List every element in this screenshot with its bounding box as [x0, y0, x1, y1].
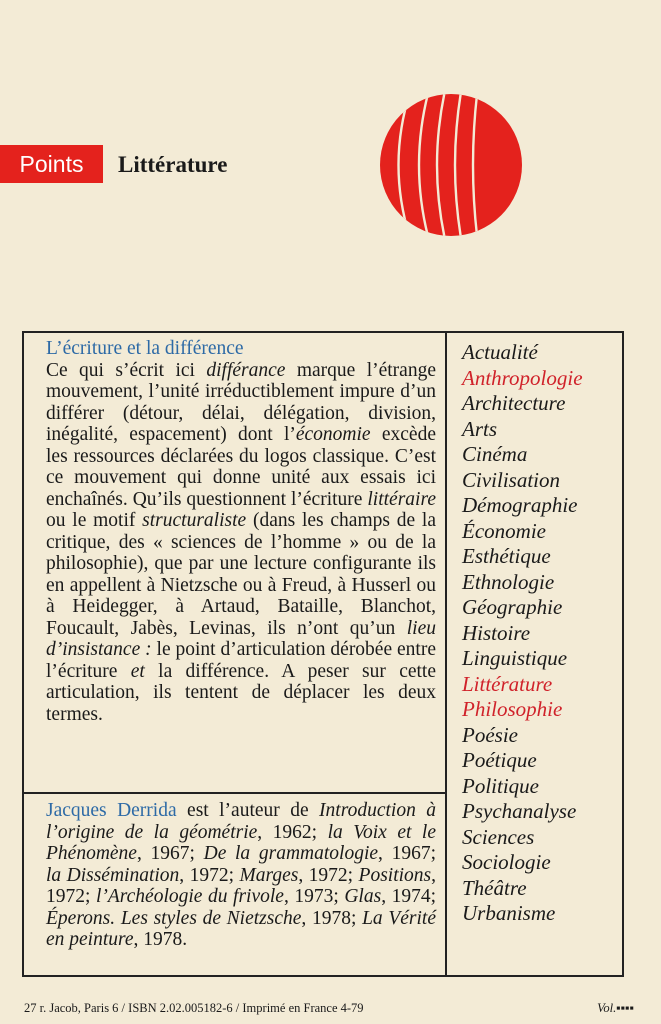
volume-mark: Vol.▪▪▪▪: [597, 1001, 634, 1015]
text-run: est l’auteur de: [176, 800, 320, 821]
topic-item: Arts: [462, 416, 498, 441]
text-run: Éperons. Les styles de Nietzsche: [46, 907, 302, 929]
text-run: Marges: [239, 864, 299, 886]
text-run: (dans les champs de la critique, des « sciences de l’homme » ou de la philosophie), que par une lecture configurante ils en appellent à Nietzsche ou à Freud, à Husserl ou à Heidegger, à Artaud, Bataille, Blanchot, Foucault, Jabès, Levinas, ils n’ont qu’un: [46, 510, 436, 639]
column-divider: [445, 331, 447, 977]
author-name: Jacques Derrida: [46, 800, 177, 821]
topic-item: Philosophie: [462, 697, 563, 721]
topic-item: Architecture: [462, 391, 566, 415]
text-run: Introduction à l’origine de la géométrie: [46, 800, 436, 843]
topic-item: Poétique: [462, 748, 537, 772]
series-name: Littérature: [118, 152, 228, 177]
topic-item: Actualité: [462, 340, 538, 364]
text-run: différance: [206, 359, 286, 381]
imprint-line: 27 r. Jacob, Paris 6 / ISBN 2.02.005182-6 / Imprimé en France 4-79: [24, 1001, 364, 1015]
topic-list: [462, 340, 583, 927]
book-description: [46, 360, 436, 726]
text-run: la Voix et le Phénomène: [46, 821, 436, 864]
text-run: , 1967;: [378, 843, 436, 864]
topic-item: Poésie: [462, 722, 518, 747]
topic-item: Démographie: [462, 493, 578, 517]
text-run: ou le motif: [46, 510, 143, 531]
topic-item: Sociologie: [462, 850, 551, 874]
text-run: Glas: [344, 886, 382, 907]
topic-item: Psychanalyse: [462, 799, 577, 823]
text-run: , 1978.: [133, 929, 188, 950]
topic-item: Cinéma: [462, 442, 528, 466]
text-run: excède les ressources déclarées du logos classique. C’est ce mouvement qui donne unité aux essais ici enchaînés. Qu’ils questionnent l’écriture: [46, 424, 436, 510]
text-run: , 1972;: [298, 864, 359, 886]
topic-item: Linguistique: [462, 646, 568, 670]
topic-item: Économie: [462, 518, 546, 543]
topic-item: Théâtre: [462, 875, 527, 900]
text-run: , 1978;: [301, 907, 363, 929]
text-run: , 1967;: [136, 843, 204, 864]
author-bio: [46, 800, 436, 951]
topic-item: Urbanisme: [462, 901, 556, 925]
points-logo: [380, 94, 522, 236]
series-tag: Points: [0, 145, 103, 183]
text-run: De la grammatologie: [203, 843, 379, 864]
topic-item: Littérature: [462, 671, 553, 696]
text-run: lieu d’insistance :: [46, 617, 436, 660]
text-run: et: [130, 660, 145, 682]
footer: [24, 1000, 634, 1016]
text-run: l’Archéologie du frivole: [95, 886, 284, 907]
topic-item: Civilisation: [462, 467, 561, 492]
text-run: structuraliste: [142, 510, 247, 531]
text-run: Positions: [358, 864, 432, 886]
text-run: Ce qui s’écrit ici: [46, 359, 207, 381]
text-run: le point d’articulation dérobée entre l’écriture: [46, 639, 436, 682]
text-run: , 1972;: [179, 864, 240, 886]
section-divider: [22, 792, 447, 794]
topic-item: Sciences: [462, 824, 535, 849]
book-title: L’écriture et la différence: [46, 338, 244, 359]
topic-item: Géographie: [462, 595, 563, 619]
text-run: La Vérité en peinture: [46, 907, 436, 950]
text-run: , 1974;: [381, 886, 437, 907]
text-run: littéraire: [367, 488, 436, 510]
topic-item: Esthétique: [462, 544, 551, 568]
book-summary: [46, 338, 436, 725]
topic-item: Anthropologie: [462, 365, 583, 390]
topic-item: Histoire: [462, 620, 531, 645]
text-run: , 1972;: [46, 864, 436, 907]
topic-item: Ethnologie: [462, 569, 555, 594]
text-run: , 1973;: [283, 886, 345, 907]
text-run: marque l’étrange mouvement, l’unité irréductiblement impure d’un différer (détour, délai, délégation, division, inégalité, espacement) dont l’: [46, 359, 436, 445]
author-section: [46, 800, 436, 951]
text-run: la différence. A peser sur cette articulation, ils tentent de déplacer les deux termes.: [46, 660, 436, 725]
text-run: , 1962;: [257, 821, 328, 843]
text-run: économie: [295, 424, 371, 445]
text-run: la Dissémination: [46, 864, 180, 886]
topic-item: Politique: [462, 773, 539, 798]
